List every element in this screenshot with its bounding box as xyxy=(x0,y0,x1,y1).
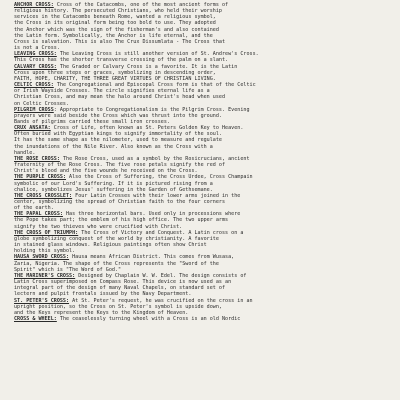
cross-term: THE CROSS CROSSLET: xyxy=(14,192,73,199)
line-text: the Cross in its original form being too bold to use. They adopted xyxy=(14,20,216,27)
line-text: This Cross has the shorter transverse crossing of the palm on a slant. xyxy=(14,57,229,64)
cross-entry xyxy=(14,107,394,125)
entry-line xyxy=(14,316,394,322)
cross-symbols-text xyxy=(14,2,394,322)
line-text: Bands of pilgrims carried these small iron crosses. xyxy=(14,118,170,125)
line-text: Latin Cross superimposed on Compass Rose. This device is now used as an xyxy=(14,279,232,286)
line-text: Christ's blood and the five wounds he received on the Cross. xyxy=(14,168,198,175)
cross-entry xyxy=(14,230,394,255)
line-text: integral part of the design of many Naval Chapels, on standard set of xyxy=(14,285,226,292)
line-text: upright position, so the Cross on St. Peter's symbol is upside down, xyxy=(14,303,222,310)
line-text: The Leaving Cross is still another version of St. Andrew's Cross. xyxy=(56,51,259,58)
line-text: chalice, symbolizes Jesus' suffering in the Garden of Gethsemane. xyxy=(14,186,213,193)
line-text: Christian Cross, and may mean the halo around Christ's head when used xyxy=(14,94,226,101)
line-text: The Rose Cross, used as a symbol by the Rosicrucians, ancient xyxy=(59,155,250,162)
line-text: the Anchor which was the sign of the fisherman's and also contained xyxy=(14,26,219,33)
line-text: Spirit" which is "The Word of God." xyxy=(14,266,122,273)
cross-entry xyxy=(14,64,394,82)
line-text: on Celtic Crosses. xyxy=(14,100,70,107)
line-text: The Graded or Calvary Cross is a favorite. It is the Latin xyxy=(56,63,238,70)
cross-entry xyxy=(14,298,394,316)
line-text: Four Latin Crosses with their lower arms joined in the xyxy=(72,192,241,199)
line-text: Often buried with Egyptian kings to signify immortality of the soul. xyxy=(14,131,222,138)
cross-term: LEAVING CROSS: xyxy=(14,51,57,58)
line-text: At St. Peter's request, he was crucified on the cross in an xyxy=(69,297,253,304)
cross-entry xyxy=(14,193,394,211)
line-text: and the Keys represent the Keys to the Kingdom of Heaven. xyxy=(14,309,189,316)
cross-term: THE PURPLE CROSS: xyxy=(14,174,66,181)
cross-entry xyxy=(14,316,394,322)
cross-entry xyxy=(14,51,394,63)
cross-term: CELTIC CROSS: xyxy=(14,82,54,89)
line-text: is not a Cross. xyxy=(14,45,60,52)
cross-entry xyxy=(14,211,394,229)
line-text: It has the same shape as the nilometer, used to measure and regulate xyxy=(14,137,222,144)
cross-term: HAUSA SWORD CROSS: xyxy=(14,254,70,261)
line-text: the Latin form. Symbolically, the Anchor is life eternal, and the xyxy=(14,32,213,39)
line-text: Hausa means African District. This comes from Wusasa, xyxy=(69,254,235,261)
line-text: or Irish Wayside Crosses. The circle signifies eternal life as a xyxy=(14,88,210,95)
cross-entry xyxy=(14,254,394,272)
line-text: the inundations of the Nile River. Also known as the Cross with a xyxy=(14,143,213,150)
line-text: of the earth. xyxy=(14,205,54,212)
line-text: Cross upon three steps or graces, symbolizing in descending order, xyxy=(14,69,216,76)
line-text: The ceaselessly turning wheel with a Cross is an old Nordic xyxy=(56,315,241,322)
line-text: Cross is salvation. This is also The Crux Dissumlata - The Cross that xyxy=(14,38,226,45)
line-text: Has three horizontal bars. Used only in processions where xyxy=(62,211,241,218)
line-text: Designed by Chaplain W. W. Edel. The design consists of xyxy=(75,272,247,279)
cross-entry xyxy=(14,125,394,156)
cross-term: THE CROSS OF TRIUMPH: xyxy=(14,229,79,236)
line-text: symbolic of our Lord's Suffering. If it is pictured rising from a xyxy=(14,180,213,187)
cross-term: THE PAPAL CROSS: xyxy=(14,211,63,218)
cross-term: CRUX ANSATA: xyxy=(14,125,51,132)
line-text: The Congregational and Episcopal Cross form is that of the Celtic xyxy=(53,82,256,89)
cross-term: THE MARINER'S CROSS: xyxy=(14,272,76,279)
cross-term: PILGRIM CROSS xyxy=(14,106,54,113)
cross-term: CALVARY CROSS: xyxy=(14,63,57,70)
line-text: Cross of Life, often known as St. Peters Golden Key to Heaven. xyxy=(50,125,244,132)
line-text: FAITH, HOPE, CHARITY, THE THREE GREAT VIRTUES OF CHRISTIAN LIVING. xyxy=(14,75,216,82)
line-text: center, symbolizing the spread of Christian faith to the four corners xyxy=(14,199,226,205)
line-text: lectern and pulpit frontals issued by the Navy Department. xyxy=(14,291,192,298)
cross-entry xyxy=(14,2,394,51)
line-text: services in the Catacombs beneath Rome, wanted a religious symbol, xyxy=(14,14,216,21)
cross-term: ST. PETER'S CROSS: xyxy=(14,297,70,304)
line-text: signify the two thieves who were crucified with Christ. xyxy=(14,223,183,230)
cross-term: CROSS & WHEEL: xyxy=(14,315,57,322)
cross-term: ANCHOR CROSS: xyxy=(14,2,54,8)
cross-entry xyxy=(14,273,394,298)
line-text: Also the Cross of Suffering, the Cross Urdee, Cross Champain xyxy=(66,174,253,181)
line-text: holding this symbol. xyxy=(14,248,76,255)
line-text: The Cross of Victory and Conquest. A Latin cross on a xyxy=(78,229,244,236)
line-text: Cross of the Catacombs, one of the most ancient forms of xyxy=(53,2,229,8)
line-text: fraternity of the Rose Cross. The five rose petals signify the red of xyxy=(14,162,226,169)
line-text: Zaria, Nigeria. The shape of the Cross represents the "Sword of the xyxy=(14,260,219,267)
cross-entry xyxy=(14,82,394,107)
line-text: prayers were said beside the Cross which was thrust into the ground. xyxy=(14,112,222,119)
line-text: in stained glass windows. Religious paintings often show Christ xyxy=(14,242,207,249)
cross-term: THE ROSE CROSS: xyxy=(14,155,60,162)
line-text: globe symbolizing conquest of the world by christianity. A favorite xyxy=(14,235,219,242)
line-text: : Appropriate to Congregationalism is the Pilgrim Cross. Evening xyxy=(53,106,250,113)
line-text: religious history. The persecuted Christians, who held their worship xyxy=(14,8,222,15)
line-text: the Pope takes part; the emblem of his high office. The two upper arms xyxy=(14,217,229,224)
cross-entry xyxy=(14,156,394,174)
cross-entry xyxy=(14,174,394,192)
line-text: handle. xyxy=(14,149,36,156)
